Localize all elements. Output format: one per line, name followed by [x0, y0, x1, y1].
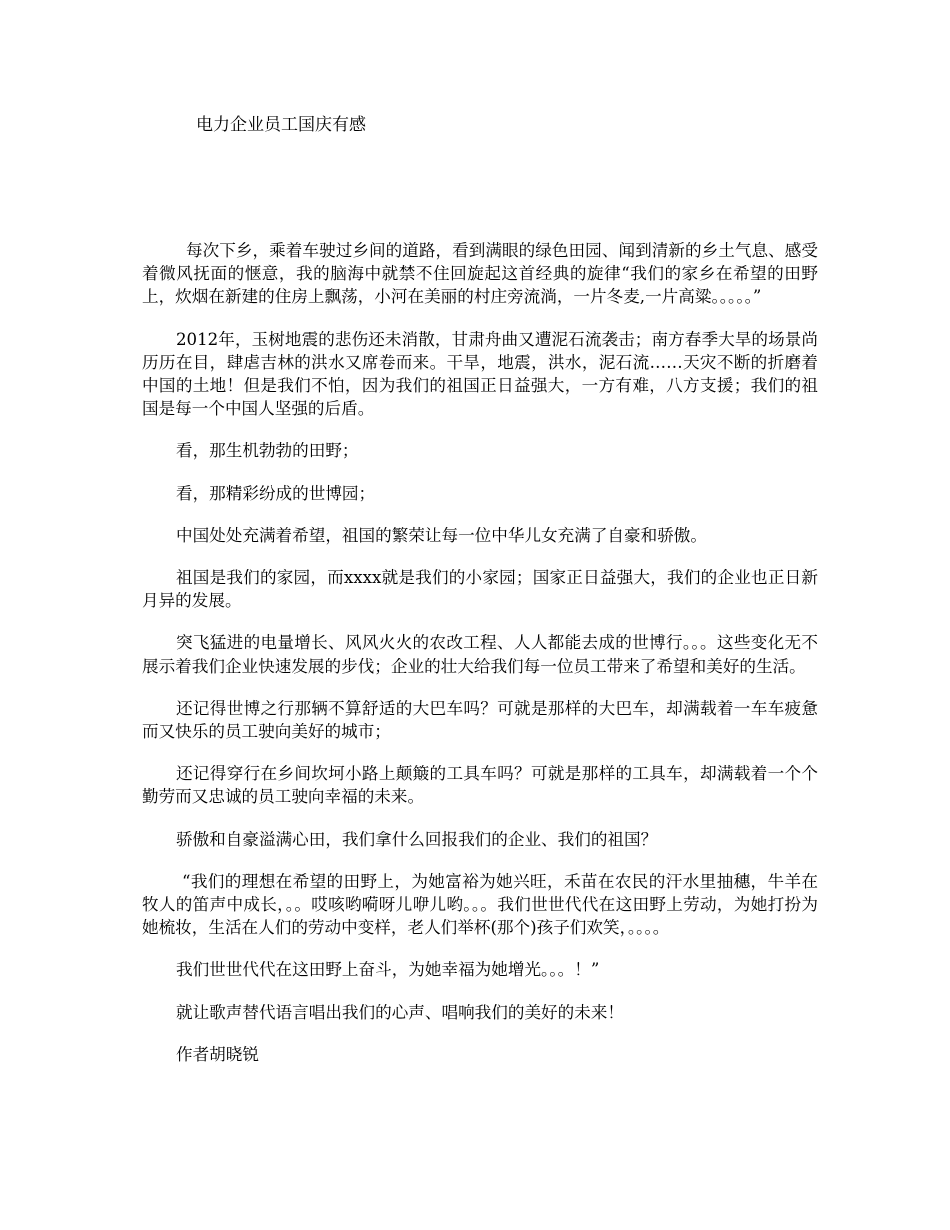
- paragraph-song-end: 我们世世代代在这田野上奋斗，为她幸福为她增光。。。！”: [176, 960, 600, 980]
- paragraph-hope: 中国处处充满着希望，祖国的繁荣让每一位中华儿女充满了自豪和骄傲。: [176, 525, 707, 545]
- paragraph-pride: 骄傲和自豪溢满心田，我们拿什么回报我们的企业、我们的祖国？: [176, 829, 658, 849]
- document-title: 电力企业员工国庆有感: [196, 115, 366, 135]
- paragraph-fields: 看，那生机勃勃的田野；: [176, 441, 359, 461]
- paragraph-home: 祖国是我们的家园，而xxxx就是我们的小家园；国家正日益强大，我们的企业也正日新月异的发展。: [142, 568, 818, 611]
- paragraph-expo: 看，那精彩纷成的世博园；: [176, 483, 376, 503]
- paragraph-song-lyrics: “我们的理想在希望的田野上，为她富裕为她兴旺，禾苗在农民的汗水里抽穗，牛羊在牧人的笛声中成长，。。哎咳哟嗬呀儿咿儿哟。。。我们世世代代在这田野上劳动，为她打扮为她梳妆，生活在人们的劳动中变样，老人们举杯(那个)孩子们欢笑，。。。。: [142, 871, 818, 938]
- paragraph-bus: 还记得世博之行那辆不算舒适的大巴车吗？可就是那样的大巴车，却满载着一车车疲惫而又快乐的员工驶向美好的城市；: [142, 698, 818, 742]
- paragraph-closing: 就让歌声替代语言唱出我们的心声、唱响我们的美好的未来！: [176, 1002, 625, 1022]
- document-body: [142, 239, 818, 1085]
- paragraph-intro: 每次下乡，乘着车驶过乡间的道路，看到满眼的绿色田园、闻到清新的乡土气息、感受着微风抚面的惬意，我的脑海中就禁不住回旋起这首经典的旋律“我们的家乡在希望的田野上，炊烟在新建的住房上飘荡，小河在美丽的村庄旁流淌，一片冬麦,一片高粱。。。。。”: [142, 241, 818, 307]
- paragraph-progress: 突飞猛进的电量增长、风风火火的农改工程、人人都能去成的世博行。。。这些变化无不展示着我们企业快速发展的步伐；企业的壮大给我们每一位员工带来了希望和美好的生活。: [142, 633, 818, 676]
- author-line: 作者胡晓锐: [176, 1044, 259, 1064]
- paragraph-disasters: 2012年，玉树地震的悲伤还未消散，甘肃舟曲又遭泥石流袭击；南方春季大旱的场景尚历历在目，肆虐吉林的洪水又席卷而来。干旱，地震，洪水，泥石流……天灾不断的折磨着中国的土地！但是我们不怕，因为我们的祖国正日益强大，一方有难，八方支援；我们的祖国是每一个中国人坚强的后盾。: [142, 329, 818, 419]
- paragraph-truck: 还记得穿行在乡间坎坷小路上颠簸的工具车吗？可就是那样的工具车，却满载着一个个勤劳而又忠诚的员工驶向幸福的未来。: [142, 764, 818, 807]
